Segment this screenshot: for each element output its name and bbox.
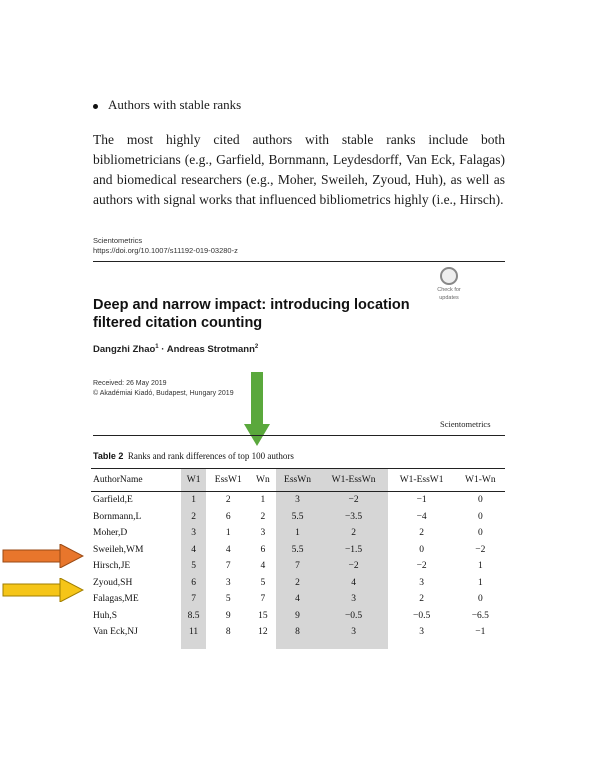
table-cell: Moher,D	[93, 528, 128, 539]
table-cell: 3	[320, 624, 388, 641]
table-cell	[91, 641, 181, 650]
table-caption-label: Table 2	[93, 451, 124, 461]
table-cell	[181, 641, 206, 650]
bullet-dot-icon	[93, 104, 98, 109]
table-cell: −0.5	[320, 608, 388, 625]
bullet-item	[93, 97, 241, 113]
col-header: W1-Wn	[465, 475, 496, 485]
table-cell: −0.5	[413, 610, 431, 621]
table-cell: 2	[181, 509, 206, 526]
table-cell: Falagas,ME	[93, 594, 139, 605]
table-cell: 12	[258, 627, 268, 638]
table-cell: 3	[181, 525, 206, 542]
journal-running-head: Scientometrics	[440, 419, 491, 429]
table-row	[91, 492, 505, 509]
table-cell: 5.5	[276, 509, 320, 526]
table-row	[91, 641, 505, 650]
check-for-updates-icon	[440, 267, 458, 285]
col-header: W1	[181, 469, 206, 492]
table-caption-text: Ranks and rank differences of top 100 authors	[127, 451, 294, 461]
table-cell: 4	[320, 575, 388, 592]
table-cell: −2	[475, 544, 486, 555]
table-cell: 7	[225, 561, 231, 572]
received-info	[93, 379, 234, 399]
table-cell: 5	[181, 558, 206, 575]
header-rule	[93, 261, 505, 262]
table-cell: 1	[225, 528, 231, 539]
table-cell: 4	[276, 591, 320, 608]
table-row	[91, 558, 505, 575]
orange-right-arrow-icon	[2, 544, 84, 568]
table-cell: −2	[320, 558, 388, 575]
running-head-rule	[93, 435, 505, 436]
table-caption	[93, 451, 294, 461]
table-cell: −2	[416, 561, 427, 572]
table-cell: 7	[276, 558, 320, 575]
table-cell: 6	[225, 511, 231, 522]
table-cell: 2	[276, 575, 320, 592]
table-cell	[388, 641, 456, 650]
col-header: EssW1	[214, 475, 242, 485]
table-cell: 1	[477, 561, 483, 572]
table-header-row	[91, 469, 505, 492]
yellow-right-arrow-icon	[2, 578, 84, 602]
table-cell: 0	[477, 495, 483, 506]
table-cell: 1	[260, 495, 266, 506]
table-cell: 7	[260, 594, 266, 605]
table-cell: −1.5	[320, 542, 388, 559]
bullet-text: Authors with stable ranks	[108, 97, 242, 112]
author-2-affil: 2	[254, 344, 259, 350]
table-cell: −4	[416, 511, 427, 522]
table-cell: 6	[181, 575, 206, 592]
table-cell: 0	[477, 511, 483, 522]
table-cell: 3	[260, 528, 266, 539]
table-cell: 4	[260, 561, 266, 572]
table-cell: 3	[320, 591, 388, 608]
col-header: Wn	[256, 475, 270, 485]
table-cell: 7	[181, 591, 206, 608]
table-row	[91, 542, 505, 559]
table-cell: 9	[276, 608, 320, 625]
table-cell: 1	[477, 577, 483, 588]
journal-name: Scientometrics	[93, 236, 143, 245]
table-cell: 15	[258, 610, 268, 621]
table-cell: 5	[260, 577, 266, 588]
table-cell: 8	[225, 627, 231, 638]
table-cell: 9	[225, 610, 231, 621]
table-cell: 2	[419, 528, 424, 539]
table-cell: Bornmann,L	[93, 511, 142, 522]
table-cell	[206, 641, 250, 650]
table-row	[91, 624, 505, 641]
col-header: EssWn	[276, 469, 320, 492]
table-cell: 1	[276, 525, 320, 542]
table-cell: −2	[320, 492, 388, 509]
table-cell: −1	[416, 495, 427, 506]
table-cell: 8.5	[181, 608, 206, 625]
table-cell: −6.5	[471, 610, 489, 621]
table-row	[91, 575, 505, 592]
table-cell	[250, 641, 275, 650]
table-cell: 1	[181, 492, 206, 509]
table-cell	[320, 641, 388, 650]
ranks-table	[91, 468, 505, 649]
table-cell: 8	[276, 624, 320, 641]
paragraph: The most highly cited authors with stable ranks include both bibliometricians (e.g., Garfield, Bornmann, Leydesdorff, Van Eck, Falagas) and biomedical researchers (e.g., Moher, Sweileh, Zyoud, Huh), as well as authors with signal works that influenced bibliometrics highly (i.e., Hirsch).	[93, 132, 505, 207]
table-row	[91, 591, 505, 608]
col-header: W1-EssWn	[320, 469, 388, 492]
table-cell: 0	[477, 528, 483, 539]
table-cell: 2	[225, 495, 231, 506]
table-cell: 5.5	[276, 542, 320, 559]
table-row	[91, 608, 505, 625]
table-cell: Hirsch,JE	[93, 561, 131, 572]
journal-doi[interactable]: https://doi.org/10.1007/s11192-019-03280-z	[93, 246, 238, 255]
author-2: Andreas Strotmann	[166, 344, 255, 356]
check-label-1: Check for	[437, 287, 461, 293]
table-cell: 4	[181, 542, 206, 559]
table-cell: 0	[477, 594, 483, 605]
received-date: Received: 26 May 2019	[93, 380, 167, 387]
table-clip	[91, 468, 505, 649]
col-header: W1-EssW1	[399, 475, 444, 485]
table-cell: −1	[475, 627, 486, 638]
table-cell	[456, 641, 505, 650]
check-for-updates-badge[interactable]	[431, 267, 467, 301]
author-line	[93, 344, 258, 355]
table-cell: Zyoud,SH	[93, 577, 133, 588]
author-1: Dangzhi Zhao	[93, 344, 156, 356]
author-separator: ·	[158, 344, 167, 356]
author-1-affil: 1	[155, 344, 159, 350]
table-cell: 5	[225, 594, 231, 605]
table-cell: 0	[419, 544, 424, 555]
table-cell: 3	[276, 492, 320, 509]
table-cell: 6	[260, 544, 266, 555]
col-header: AuthorName	[93, 475, 143, 485]
table-cell: 2	[419, 594, 424, 605]
copyright: © Akadémiai Kiadó, Budapest, Hungary 2019	[93, 390, 234, 397]
table-cell	[276, 641, 320, 650]
journal-info	[93, 236, 238, 256]
table-cell: 11	[181, 624, 206, 641]
table-row	[91, 509, 505, 526]
table-cell: −3.5	[320, 509, 388, 526]
table-cell: 3	[419, 577, 424, 588]
table-cell: Huh,S	[93, 610, 118, 621]
table-row	[91, 525, 505, 542]
table-cell: Garfield,E	[93, 495, 133, 506]
table-cell: Sweileh,WM	[93, 544, 144, 555]
table-cell: 2	[260, 511, 266, 522]
table-cell: 3	[419, 627, 424, 638]
table-cell: Van Eck,NJ	[93, 627, 138, 638]
table-cell: 4	[225, 544, 231, 555]
check-label-2: updates	[439, 295, 459, 301]
table-cell: 2	[320, 525, 388, 542]
article-title: Deep and narrow impact: introducing location filtered citation counting	[93, 297, 410, 331]
table-cell: 3	[225, 577, 231, 588]
